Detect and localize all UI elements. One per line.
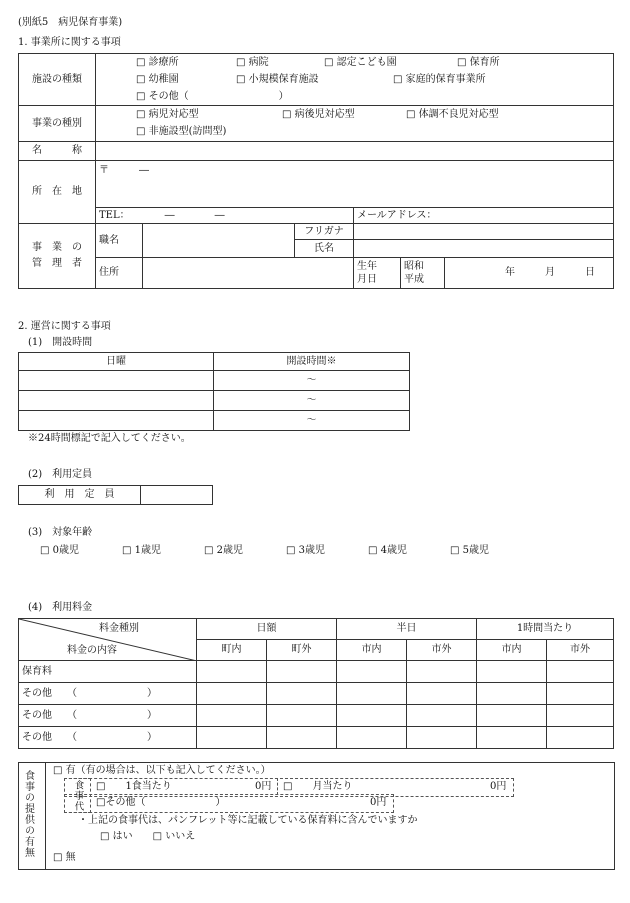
name-row	[19, 142, 614, 161]
facility-table	[18, 53, 614, 289]
per-month-option[interactable]: □ 月当たり	[283, 781, 353, 792]
option-kindergarten[interactable]: □ 幼稚園	[136, 73, 179, 85]
subcol-header: 町内	[197, 640, 267, 661]
hours-table	[18, 352, 410, 431]
hours-note: ※24時間標記で記入してください。	[28, 433, 191, 444]
fee-content-label: 料金の内容	[67, 645, 117, 656]
section1-title: 1. 事業所に関する事項	[18, 37, 121, 48]
facility-type-options-row1	[136, 54, 610, 71]
fee-row-label[interactable]: その他 （ ）	[19, 705, 197, 727]
job-title-label: 職名	[96, 224, 143, 258]
day-field[interactable]	[19, 411, 214, 431]
name-label: 名 称	[19, 142, 96, 161]
meal-yes-option[interactable]: □ 有（有の場合は、以下も記入してください。）	[53, 765, 271, 776]
postal-field[interactable]: 〒 ―	[96, 161, 614, 208]
hours-field[interactable]: ～	[214, 371, 410, 391]
fee-cell[interactable]	[197, 705, 267, 727]
fee-cell[interactable]	[407, 683, 477, 705]
hours-title: (1) 開設時間	[28, 337, 93, 348]
day-column-header: 日曜	[19, 353, 214, 371]
meal-label: 食事の提供の有無	[22, 770, 34, 858]
manager-row-3	[19, 258, 614, 289]
daily-header: 日額	[197, 619, 337, 640]
hours-row	[19, 411, 410, 431]
fee-cell[interactable]	[547, 661, 614, 683]
subcol-header: 市外	[407, 640, 477, 661]
location-row	[19, 161, 614, 208]
manager-label: 事 業 の 管 理 者	[19, 224, 96, 289]
option-unwell-child[interactable]: □ 体調不良児対応型	[406, 109, 499, 121]
tel-field[interactable]: TEL： ― ―	[96, 208, 354, 224]
fee-cell[interactable]	[547, 727, 614, 749]
age-option[interactable]: □ 3歳児	[286, 545, 325, 556]
fees-header-row-1	[19, 619, 614, 640]
per-meal-option[interactable]: □ 1食当たり	[96, 781, 172, 792]
subcol-header: 市外	[547, 640, 614, 661]
meal-other-amount[interactable]: 0円	[370, 797, 387, 808]
facility-type-row	[19, 54, 614, 106]
address-field[interactable]	[143, 258, 354, 289]
fees-corner-cell	[19, 619, 197, 661]
hours-header-row	[19, 353, 410, 371]
fee-cell[interactable]	[337, 661, 407, 683]
hours-row	[19, 391, 410, 411]
fee-cell[interactable]	[477, 661, 547, 683]
fee-cell[interactable]	[547, 705, 614, 727]
day-field[interactable]	[19, 391, 214, 411]
subcol-header: 市内	[337, 640, 407, 661]
age-option[interactable]: □ 1歳児	[122, 545, 161, 556]
contact-row	[19, 208, 614, 224]
subcol-header: 町外	[267, 640, 337, 661]
age-option[interactable]: □ 0歳児	[40, 545, 79, 556]
option-small-nursery[interactable]: □ 小規模保育施設	[236, 73, 319, 85]
section2-title: 2. 運営に関する事項	[18, 321, 111, 332]
fees-row	[19, 683, 614, 705]
hours-field[interactable]: ～	[214, 391, 410, 411]
fee-cell[interactable]	[337, 683, 407, 705]
fee-cell[interactable]	[337, 705, 407, 727]
fee-cell[interactable]	[407, 705, 477, 727]
option-certified-center[interactable]: □ 認定こども園	[324, 56, 397, 68]
ages-title: (3) 対象年齢	[28, 527, 93, 538]
option-recovering-child[interactable]: □ 病後児対応型	[282, 109, 355, 121]
facility-type-options-row2	[136, 71, 610, 88]
fee-row-label: 保育料	[19, 661, 197, 683]
business-type-label: 事業の種別	[19, 106, 96, 142]
capacity-title: (2) 利用定員	[28, 469, 93, 480]
meal-other-option[interactable]: □その他（ ）	[96, 797, 226, 808]
document-header: (別紙5 病児保育事業)	[18, 17, 123, 28]
day-field[interactable]	[19, 371, 214, 391]
era-options[interactable]: 昭和 平成	[401, 258, 445, 289]
email-field[interactable]: メールアドレス：	[354, 208, 614, 224]
facility-type-options-row3	[136, 88, 610, 105]
capacity-field[interactable]	[141, 486, 213, 505]
furigana-label: フリガナ	[295, 224, 354, 240]
hours-row	[19, 371, 410, 391]
fee-row-label[interactable]: その他 （ ）	[19, 683, 197, 705]
furigana-field[interactable]	[354, 224, 614, 240]
meal-fee-label: 食事代	[72, 780, 84, 812]
fee-cell[interactable]	[477, 683, 547, 705]
fee-cell[interactable]	[477, 705, 547, 727]
dob-field[interactable]: 年 月 日	[445, 258, 614, 289]
manager-row-1	[19, 224, 614, 240]
fees-row	[19, 661, 614, 683]
business-type-options	[96, 106, 614, 142]
manager-name-label: 氏名	[295, 240, 354, 258]
option-clinic[interactable]: □ 診療所	[136, 56, 179, 68]
option-nursery[interactable]: □ 保育所	[457, 56, 500, 68]
capacity-table	[18, 485, 213, 505]
business-type-options-row1	[136, 107, 610, 124]
fee-cell[interactable]	[197, 683, 267, 705]
location-label: 所 在 地	[19, 161, 96, 224]
age-option[interactable]: □ 5歳児	[450, 545, 489, 556]
fee-cell[interactable]	[407, 661, 477, 683]
meal-no-option[interactable]: □ 無	[53, 852, 76, 863]
hourly-header: 1時間当たり	[477, 619, 614, 640]
fee-row-label[interactable]: その他 （ ）	[19, 727, 197, 749]
age-option[interactable]: □ 2歳児	[204, 545, 243, 556]
fee-cell[interactable]	[197, 727, 267, 749]
fee-cell[interactable]	[477, 727, 547, 749]
fees-row	[19, 727, 614, 749]
fee-cell[interactable]	[267, 661, 337, 683]
meal-fee-divider	[277, 778, 279, 795]
manager-name-field[interactable]	[354, 240, 614, 258]
fee-cell[interactable]	[267, 683, 337, 705]
option-sick-child[interactable]: □ 病児対応型	[136, 109, 199, 121]
fee-cell[interactable]	[267, 705, 337, 727]
fee-cell[interactable]	[337, 727, 407, 749]
name-field[interactable]	[96, 142, 614, 161]
business-type-options-row2	[136, 124, 610, 141]
fee-cell[interactable]	[407, 727, 477, 749]
option-other[interactable]: □ その他（ ）	[136, 90, 289, 102]
meal-included-answers[interactable]: □ はい □ いいえ	[100, 831, 196, 842]
capacity-label: 利 用 定 員	[19, 486, 141, 505]
hours-column-header: 開設時間※	[214, 353, 410, 371]
hours-field[interactable]: ～	[214, 411, 410, 431]
fee-type-label: 料金種別	[99, 623, 139, 634]
fee-cell[interactable]	[267, 727, 337, 749]
dob-label: 生年 月日	[354, 258, 401, 289]
option-home-nursery[interactable]: □ 家庭的保育事業所	[393, 73, 486, 85]
per-meal-amount[interactable]: 0円	[255, 781, 272, 792]
job-title-field[interactable]	[143, 224, 295, 258]
business-type-row	[19, 106, 614, 142]
option-home-visit[interactable]: □ 非施設型(訪問型)	[136, 126, 227, 138]
facility-type-label: 施設の種類	[19, 54, 96, 106]
option-hospital[interactable]: □ 病院	[236, 56, 269, 68]
fees-title: (4) 利用料金	[28, 602, 93, 613]
fees-row	[19, 705, 614, 727]
half-day-header: 半日	[337, 619, 477, 640]
address-label: 住所	[96, 258, 143, 289]
meal-included-question: ・上記の食事代は、パンフレット等に記載している保育料に含んでいますか	[78, 815, 418, 826]
age-option[interactable]: □ 4歳児	[368, 545, 407, 556]
fee-cell[interactable]	[197, 661, 267, 683]
subcol-header: 市内	[477, 640, 547, 661]
facility-type-options	[96, 54, 614, 106]
fees-table	[18, 618, 614, 749]
per-month-amount[interactable]: 0円	[490, 781, 507, 792]
fee-cell[interactable]	[547, 683, 614, 705]
